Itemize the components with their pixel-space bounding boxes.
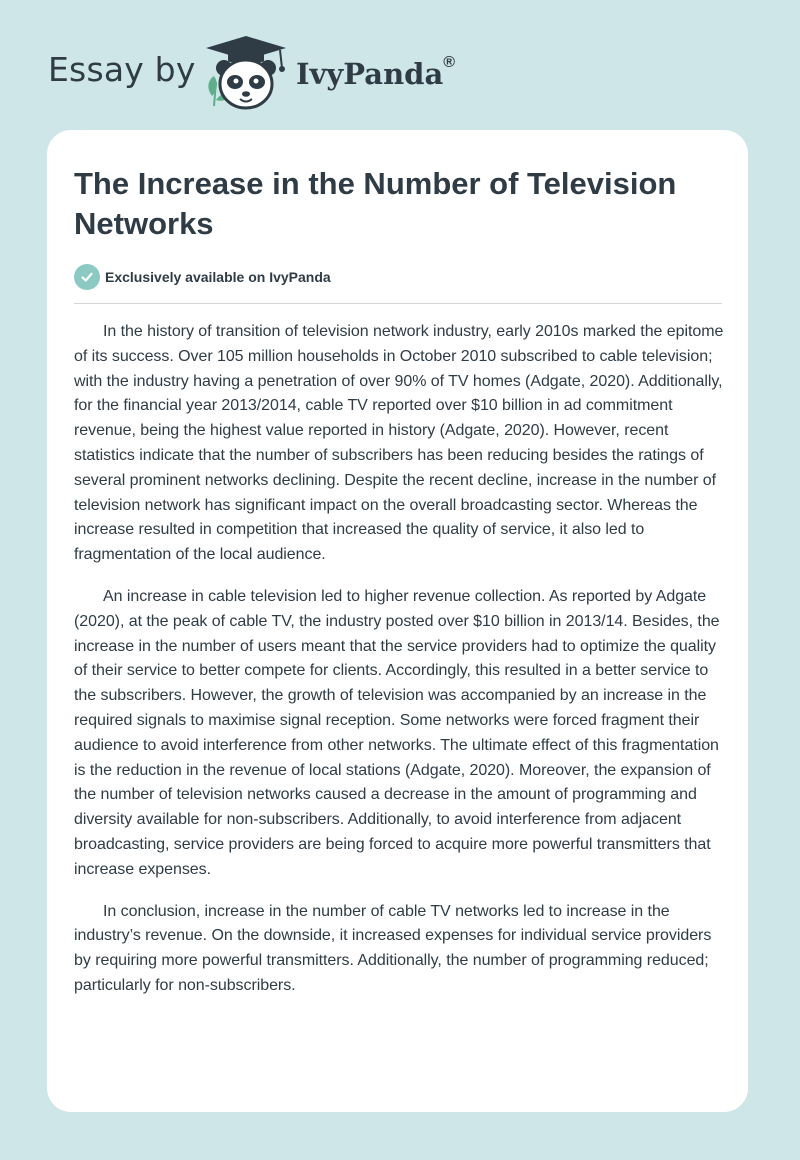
registered-mark: ® <box>443 54 456 72</box>
essay-body <box>74 320 724 1016</box>
exclusive-badge <box>74 264 331 290</box>
panda-graduate-logo-icon[interactable] <box>202 34 290 112</box>
paragraph: An increase in cable television led to higher revenue collection. As reported by Adgate (2020), at the peak of cable TV, the industry posted over $10 billion in 2013/14. Besides, the increase in the number of users meant that the service providers had to optimize the quality of their service to better compete for clients. Accordingly, this resulted in a better service to the subscribers. However, the growth of television was accompanied by an increase in the required signals to maximise signal reception. Some networks were forced fragment their audience to avoid interference from other networks. The ultimate effect of this fragmentation is the reduction in the revenue of local stations (Adgate, 2020). Moreover, the expansion of the number of television networks caused a decrease in the amount of programming and diversity available for non-subscribers. Additionally, to avoid interference from adjacent broadcasting, service providers are being forced to acquire more powerful transmitters that increase expenses. <box>74 587 720 878</box>
site-header <box>0 0 800 120</box>
divider <box>74 303 722 304</box>
paragraph: In conclusion, increase in the number of cable TV networks led to increase in the industry’s revenue. On the downside, it increased expenses for individual service providers by requiring more powerful transmitters. Additionally, the number of programming reduced; particularly for non-subscribers. <box>74 902 712 994</box>
essay-by-label: Essay by <box>48 50 196 89</box>
brand-text: IvyPanda <box>296 57 444 91</box>
paragraph: In the history of transition of television network industry, early 2010s marked the epitome of its success. Over 105 million households in October 2010 subscribed to cable television; with the industry having a penetration of over 90% of TV homes (Adgate, 2020). Additionally, for the financial year 2013/2014, cable TV reported over $10 billion in ad commitment revenue, being the highest value reported in history (Adgate, 2020). However, recent statistics indicate that the number of subscribers has been reducing besides the ratings of several prominent networks declining. Despite the recent decline, increase in the number of television network has significant impact on the overall broadcasting sector. Whereas the increase resulted in competition that increased the quality of service, it also led to fragmentation of the local audience. <box>74 323 724 564</box>
essay-card <box>47 130 748 1112</box>
brand-name[interactable] <box>296 54 456 91</box>
exclusive-badge-label: Exclusively available on IvyPanda <box>105 269 331 285</box>
essay-title: The Increase in the Number of Television Networks <box>74 166 677 241</box>
check-circle-icon <box>74 264 100 290</box>
